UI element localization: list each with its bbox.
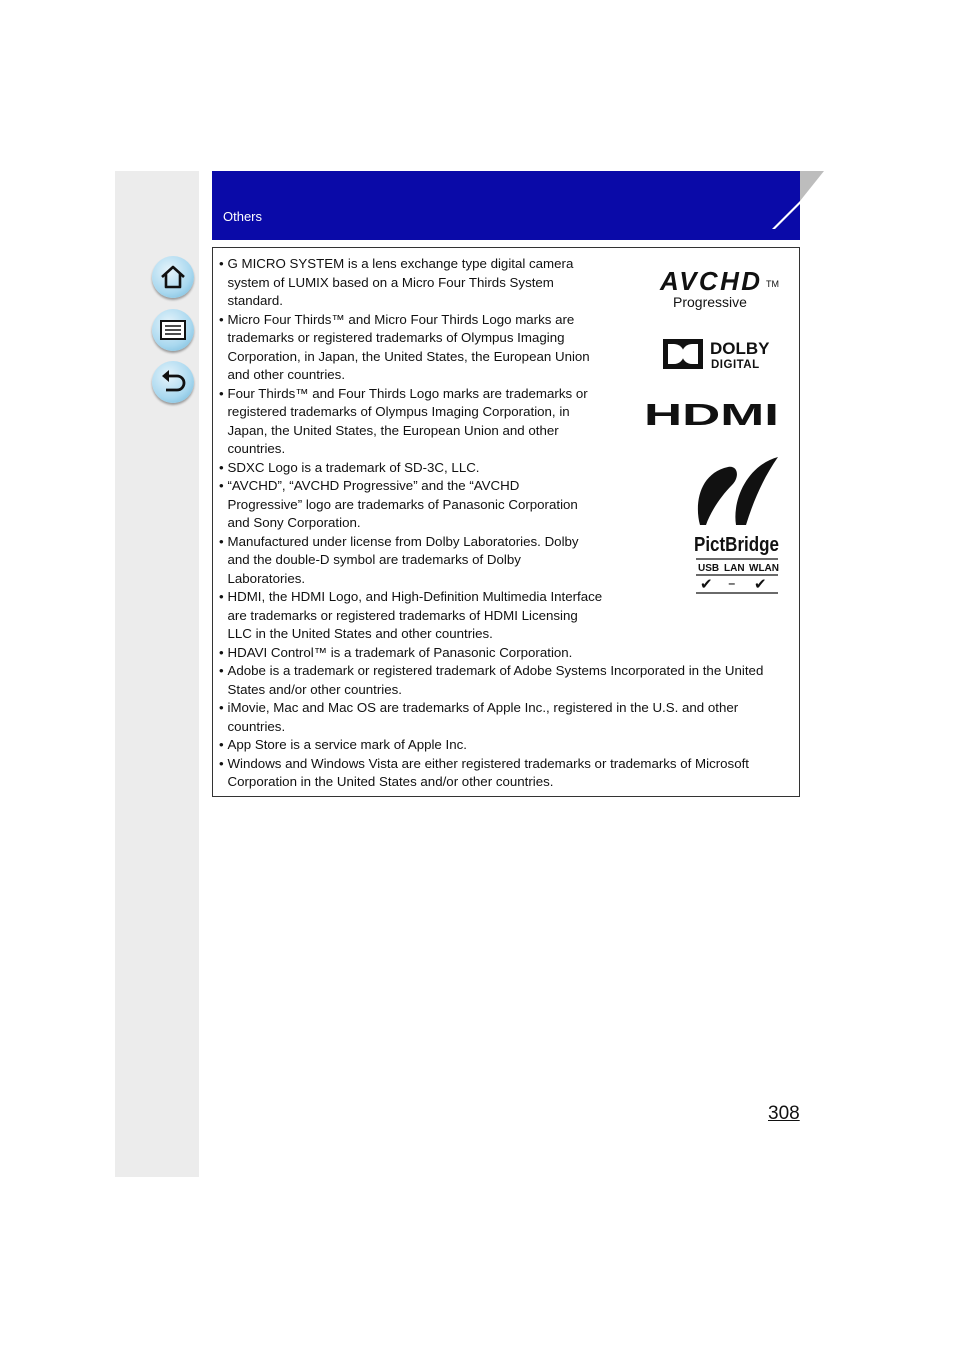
svg-text:✔: ✔ — [754, 575, 767, 593]
svg-text:–: – — [728, 574, 736, 592]
svg-text:PictBridge: PictBridge — [694, 534, 779, 556]
list-item: • App Store is a service mark of Apple Inc. — [219, 736, 791, 755]
menu-list-icon — [158, 315, 188, 345]
list-item: • Manufactured under license from Dolby Laboratories. Dolby and the double-D symbol are trademarks of Dolby Laboratories. — [219, 533, 590, 589]
svg-text:DOLBY: DOLBY — [710, 339, 770, 358]
svg-text:✔: ✔ — [700, 575, 713, 593]
list-item: • G MICRO SYSTEM is a lens exchange type digital camera system of LUMIX based on a Micro Four Thirds System standard. — [219, 255, 611, 311]
home-button[interactable] — [152, 256, 194, 298]
list-item: • HDAVI Control™ is a trademark of Panasonic Corporation. — [219, 644, 791, 663]
svg-text:LAN: LAN — [724, 563, 745, 574]
svg-text:WLAN: WLAN — [749, 563, 779, 574]
svg-text:USB: USB — [698, 563, 720, 574]
list-item: • Four Thirds™ and Four Thirds Logo marks are trademarks or registered trademarks of Olympus Imaging Corporation, in Japan, the United States, the European Union and other countries. — [219, 385, 611, 459]
svg-text:HDMI: HDMI — [644, 397, 779, 432]
home-icon — [158, 262, 188, 292]
svg-text:Progressive: Progressive — [673, 294, 747, 310]
contents-button[interactable] — [152, 309, 194, 351]
section-title: Others — [223, 209, 263, 224]
list-item: • Micro Four Thirds™ and Micro Four Thirds Logo marks are trademarks or registered trademarks of Olympus Imaging Corporation, in Japan, the United States, the European Union and other countries. — [219, 311, 611, 385]
svg-text:TM: TM — [766, 279, 779, 289]
back-button[interactable] — [152, 361, 194, 403]
hdmi-logo — [644, 397, 780, 432]
page-number: 308 — [768, 1103, 800, 1124]
section-header-bar — [212, 171, 824, 240]
svg-text:AVCHD: AVCHD — [660, 266, 760, 296]
list-item: • HDMI, the HDMI Logo, and High-Definition Multimedia Interface are trademarks or registered trademarks of HDMI Licensing LLC in the United States and other countries. — [219, 588, 606, 644]
svg-text:DIGITAL: DIGITAL — [711, 359, 760, 371]
avchd-progressive-logo — [658, 266, 782, 312]
list-item: • “AVCHD”, “AVCHD Progressive” and the “AVCHD Progressive” logo are trademarks of Panasonic Corporation and Sony Corporation. — [219, 477, 590, 533]
list-item: • SDXC Logo is a trademark of SD-3C, LLC. — [219, 459, 611, 478]
pictbridge-logo — [692, 455, 784, 597]
list-item: • Adobe is a trademark or registered trademark of Adobe Systems Incorporated in the United States and/or other countries. — [219, 662, 791, 699]
list-item: • Windows and Windows Vista are either registered trademarks or trademarks of Microsoft Corporation in the United States and/or other countries. — [219, 755, 791, 792]
return-icon — [158, 367, 188, 397]
list-item: • iMovie, Mac and Mac OS are trademarks of Apple Inc., registered in the U.S. and other countries. — [219, 699, 791, 736]
dolby-digital-logo — [662, 337, 782, 371]
